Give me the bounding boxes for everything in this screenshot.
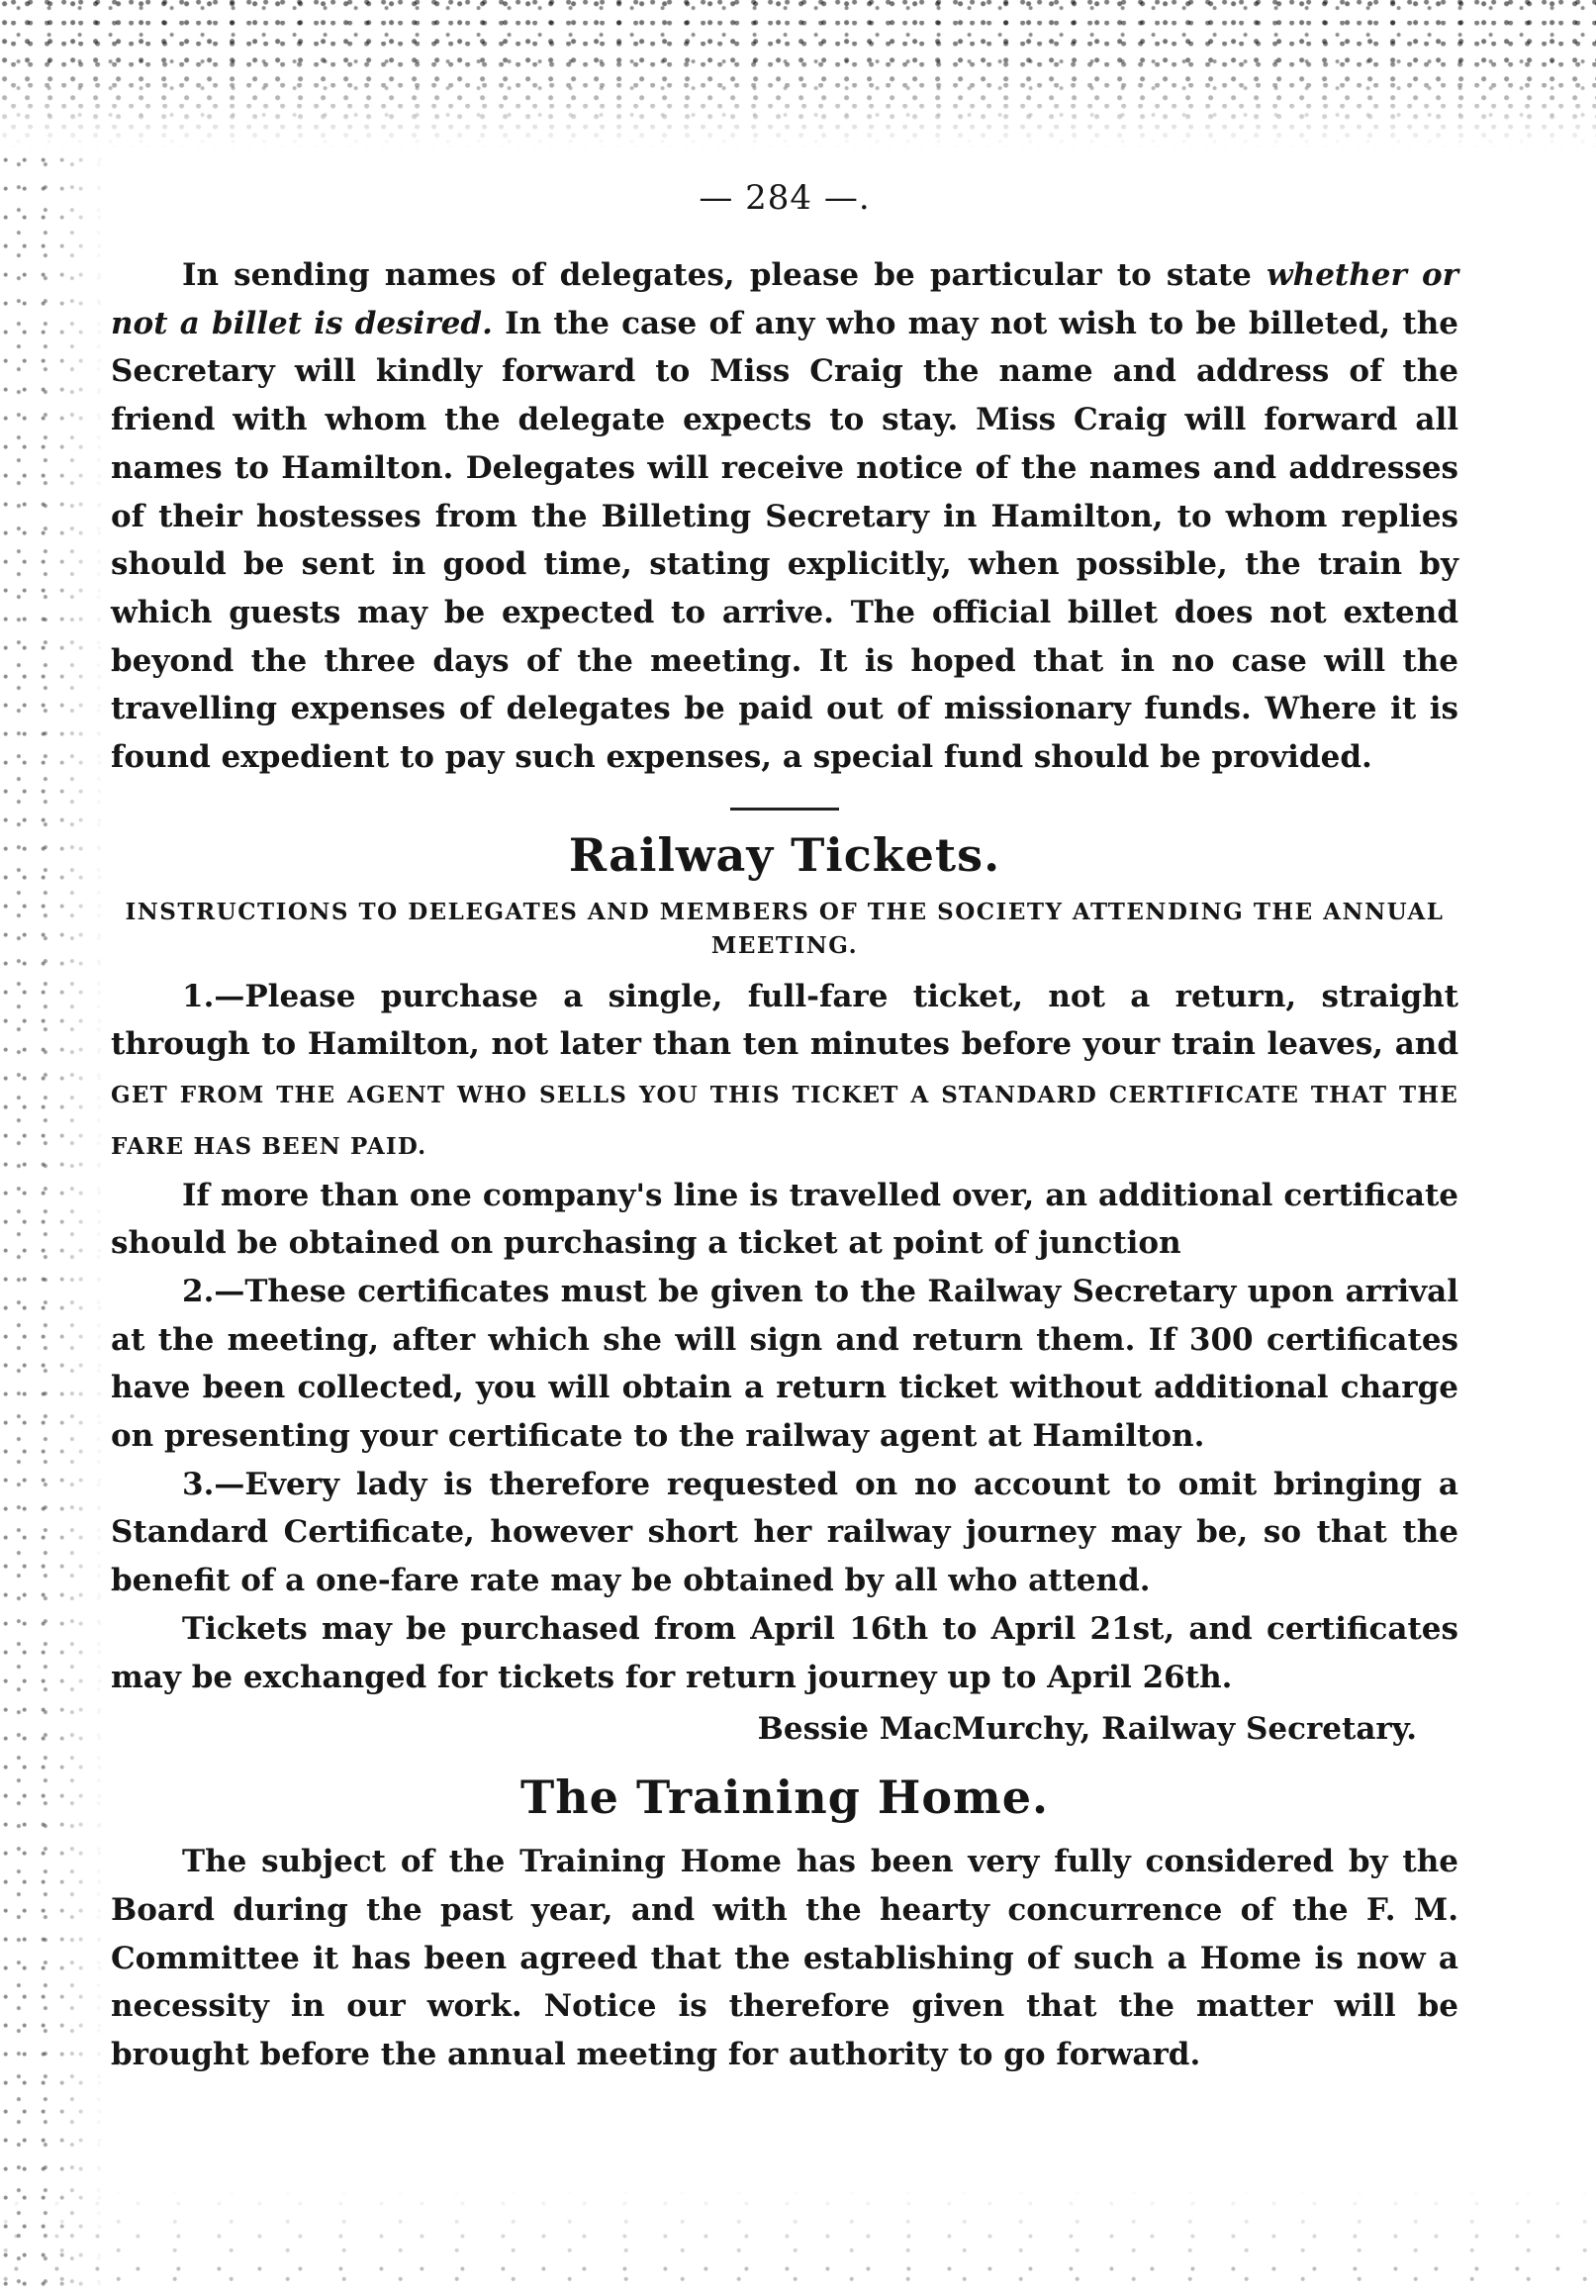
railway-item-1-text: 1.—Please purchase a single, full-fare ticket, not a return, straight through to Hamilton, not later than ten minutes before your train leaves, and [111,978,1458,1063]
railway-subheading: INSTRUCTIONS TO DELEGATES AND MEMBERS OF THE SOCIETY ATTENDING THE ANNUAL MEETING. [125,898,1445,959]
railway-item-3: 3.—Every lady is therefore requested on no account to omit bringing a Standard Certificate, however short her railway journey may be, so that the benefit of a one-fare rate may be obtained by all who attend. [111,1466,1458,1599]
document-page [111,178,1458,2079]
delegates-paragraph [111,251,1458,782]
scan-noise-bottom [0,2187,1596,2296]
delegates-text-1: In sending names of delegates, please be particular to state [182,257,1267,293]
section-divider [730,808,839,811]
delegates-text-2: In the case of any who may not wish to be billeted, the Secretary will kindly forward to Miss Craig the name and address of the friend with whom the delegate expects to stay. Miss Craig will forward all names to Hamilton. Delegates will receive notice of the names and addresses of their hostesses from the Billeting Secretary in Hamilton, to whom replies should be sent in good time, stating explicitly, when possible, the train by which guests may be expected to arrive. The official billet does not extend beyond the three days of the meeting. It is hoped that in no case will the travelling expenses of delegates be paid out of missionary funds. Where it is found expedient to pay such expenses, a special fund should be provided. [111,305,1458,776]
scan-noise-top [0,0,1596,148]
railway-heading: Railway Tickets. [568,827,1001,882]
scan-noise-left [0,148,104,2296]
railway-item-2: 2.—These certificates must be given to the Railway Secretary upon arrival at the meeting, after which she will sign and return them. If 300 certificates have been collected, you will obtain a return ticket without additional charge on presenting your certificate to the railway agent at Hamilton. [111,1273,1458,1455]
training-home-paragraph: The subject of the Training Home has been very fully considered by the Board during the past year, and with the hearty concurrence of the F. M. Committee it has been agreed that the establishing of such a Home is now a necessity in our work. Notice is therefore given that the matter will be brought before the annual meeting for authority to go forward. [111,1844,1458,2073]
railway-item-1-caps: GET FROM THE AGENT WHO SELLS YOU THIS TICKET A STANDARD CERTIFICATE THAT THE FARE HAS BEEN PAID. [111,1082,1458,1160]
training-home-heading: The Training Home. [520,1770,1049,1825]
railway-item-4: Tickets may be purchased from April 16th to April 21st, and certificates may be exchanged for tickets for return journey up to April 26th. [111,1610,1458,1695]
railway-item-1b: If more than one company's line is travelled over, an additional certificate should be obtained on purchasing a ticket at point of junction [111,1177,1458,1262]
page-number: — 284 —. [699,178,871,218]
delegates-italic: whether or not a billet is desired. [111,257,1458,341]
railway-item-1 [111,973,1458,1172]
railway-signature: Bessie MacMurchy, Railway Secretary. [757,1711,1417,1748]
